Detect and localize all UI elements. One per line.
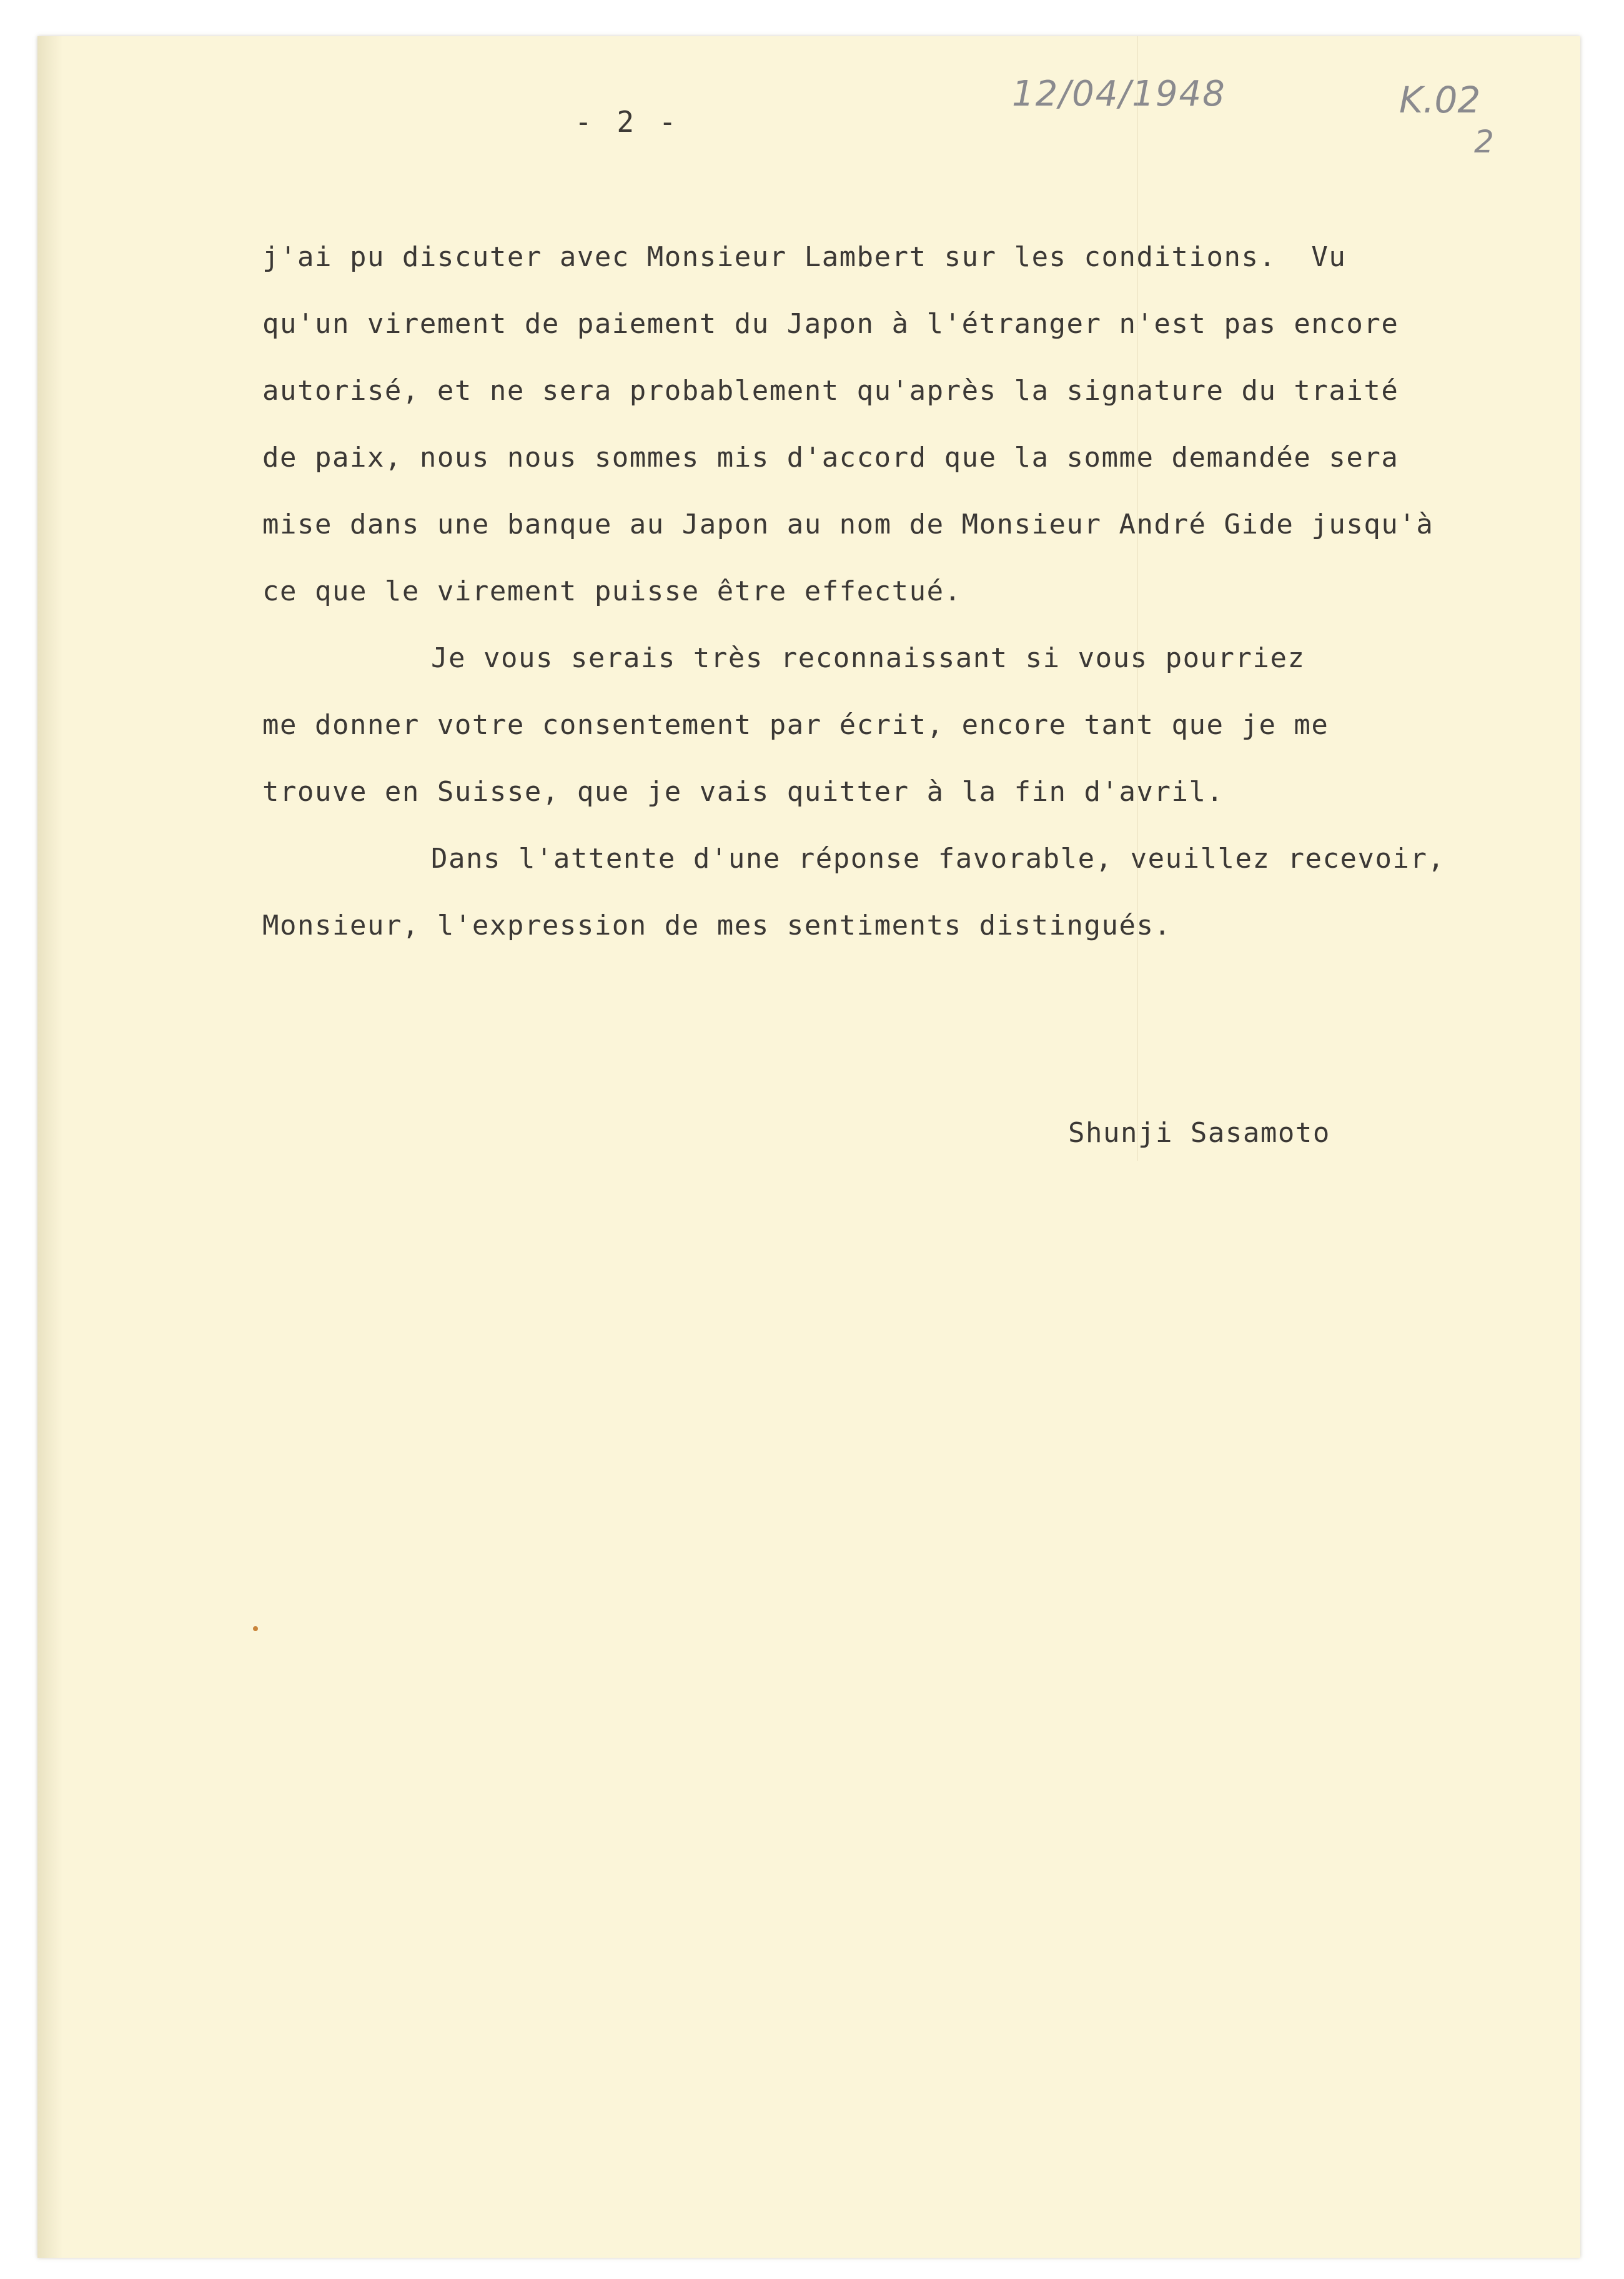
letter-line: ce que le virement puisse être effectué. (262, 575, 962, 607)
letter-line: Monsieur, l'expression de mes sentiments distingués. (262, 910, 1172, 941)
paper-spot (253, 1626, 258, 1631)
letter-line: j'ai pu discuter avec Monsieur Lambert sur les conditions. Vu (262, 241, 1347, 273)
letter-body (262, 224, 1574, 959)
handwritten-reference: K.02 (1399, 79, 1481, 121)
letter-line: autorisé, et ne sera probablement qu'après la signature du traité (262, 375, 1399, 407)
letter-line: mise dans une banque au Japon au nom de Monsieur André Gide jusqu'à (262, 509, 1434, 540)
letter-line: Je vous serais très reconnaissant si vous pourriez (431, 642, 1305, 674)
letter-line: me donner votre consentement par écrit, encore tant que je me (262, 709, 1329, 741)
handwritten-leaf-number: 2 (1474, 124, 1494, 160)
letter-line: de paix, nous nous sommes mis d'accord que la somme demandée sera (262, 442, 1399, 474)
letter-line: Dans l'attente d'une réponse favorable, veuillez recevoir, (431, 843, 1445, 875)
handwritten-date: 12/04/1948 (1012, 74, 1226, 114)
letter-page (37, 36, 1580, 2258)
page-number: - 2 - (575, 105, 680, 139)
letter-line: qu'un virement de paiement du Japon à l'étranger n'est pas encore (262, 308, 1399, 340)
signature-name: Shunji Sasamoto (1068, 1117, 1330, 1149)
letter-line: trouve en Suisse, que je vais quitter à la fin d'avril. (262, 776, 1224, 808)
